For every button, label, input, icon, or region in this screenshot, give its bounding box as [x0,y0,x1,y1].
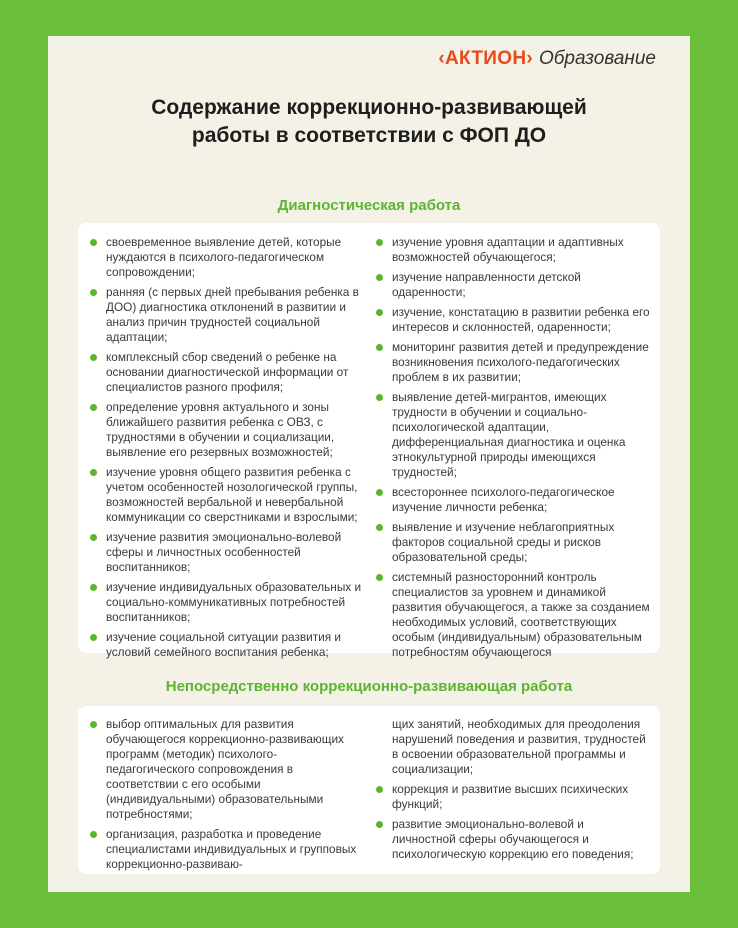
brand-name: ‹АКТИОН› [438,48,533,69]
bullet-icon [376,821,383,828]
list-item: ранняя (с первых дней пребывания ребенка в ДОО) диагностика отклонений в развитии и анализ причин трудностей социальной адаптации; [90,285,373,345]
list-item: системный разносторонний контроль специалистов за уровнем и динамикой развития обучающегося, а также за созданием необходимых условий, соответствующих особым (индивидуальным) образовательным потребностям обучающегося [376,570,654,660]
bullet-icon [376,489,383,496]
page-title [48,94,690,150]
page-title-line-1: Содержание коррекционно-развивающей [151,96,587,119]
bullet-icon [376,574,383,581]
list-item: выявление детей-мигрантов, имеющих трудности в обучении и социально-психологической адаптации, дифференциальная диагностика и оценка этнокультурной природы имеющихся трудностей; [376,390,654,480]
bullet-icon [90,721,97,728]
brand-logo [438,48,656,70]
list-item: мониторинг развития детей и предупреждение возникновения психолого-педагогических проблем в их развитии; [376,340,654,385]
list-item: изучение уровня общего развития ребенка с учетом особенностей нозологической группы, возможностей вербальной и невербальной коммуникации со сверстниками и взрослыми; [90,465,373,525]
bullet-icon [90,831,97,838]
list-item: выбор оптимальных для развития обучающегося коррекционно-развивающих программ (методик) психолого-педагогического сопровождения в соответствии с его особыми (индивидуальными) образовательными потребностями; [90,717,358,822]
list-item: изучение направленности детской одаренности; [376,270,654,300]
bullet-icon [90,239,97,246]
diagnostic-card [78,223,660,659]
bullet-icon [90,634,97,641]
bullet-icon [376,786,383,793]
bullet-icon [376,394,383,401]
bullet-icon [376,309,383,316]
bullet-icon [90,354,97,361]
correctional-left-list [90,717,358,877]
list-item: изучение индивидуальных образовательных и социально-коммуникативных потребностей воспитанников; [90,580,373,625]
correctional-card [78,706,660,874]
bullet-icon [376,239,383,246]
bullet-icon [90,404,97,411]
list-item: изучение, констатацию в развитии ребенка его интересов и склонностей, одаренности; [376,305,654,335]
document-page [48,36,690,892]
bullet-icon [376,524,383,531]
brand-suffix: Образование [538,48,656,69]
bullet-icon [90,534,97,541]
list-item-continuation: щих занятий, необходимых для преодоления нарушений поведения и развития, трудностей в освоении образовательной программы и социализации; [392,717,646,776]
list-item: всестороннее психолого-педагогическое изучение личности ребенка; [376,485,654,515]
list-item: коррекция и развитие высших психических функций; [376,782,646,812]
list-item: развитие эмоционально-волевой и личностной сферы обучающегося и психологическую коррекцию его поведения; [376,817,646,862]
list-item: изучение социальной ситуации развития и условий семейного воспитания ребенка; [90,630,373,660]
diagnostic-left-list [90,235,373,665]
bullet-icon [90,289,97,296]
list-item: изучение уровня адаптации и адаптивных возможностей обучающегося; [376,235,654,265]
diagnostic-heading: Диагностическая работа [277,197,461,214]
correctional-heading: Непосредственно коррекционно-развивающая работа [165,678,573,695]
list-item: комплексный сбор сведений о ребенке на основании диагностической информации от специалистов разного профиля; [90,350,373,395]
page-title-line-2: работы в соответствии с ФОП ДО [191,124,547,147]
list-item: изучение развития эмоционально-волевой сферы и личностных особенностей воспитанников; [90,530,373,575]
list-item: выявление и изучение неблагоприятных факторов социальной среды и рисков образовательной среды; [376,520,654,565]
bullet-icon [376,344,383,351]
list-item: своевременное выявление детей, которые нуждаются в психолого-педагогическом сопровождении; [90,235,373,280]
bullet-icon [90,469,97,476]
diagnostic-right-list [376,235,654,665]
list-item: определение уровня актуального и зоны ближайшего развития ребенка с ОВЗ, с трудностями в обучении и социализации, выявление его резервных возможностей; [90,400,373,460]
bullet-icon [90,584,97,591]
list-item: организация, разработка и проведение специалистами индивидуальных и групповых коррекционно-развиваю- [90,827,358,872]
bullet-icon [376,274,383,281]
correctional-right-list [376,717,646,867]
